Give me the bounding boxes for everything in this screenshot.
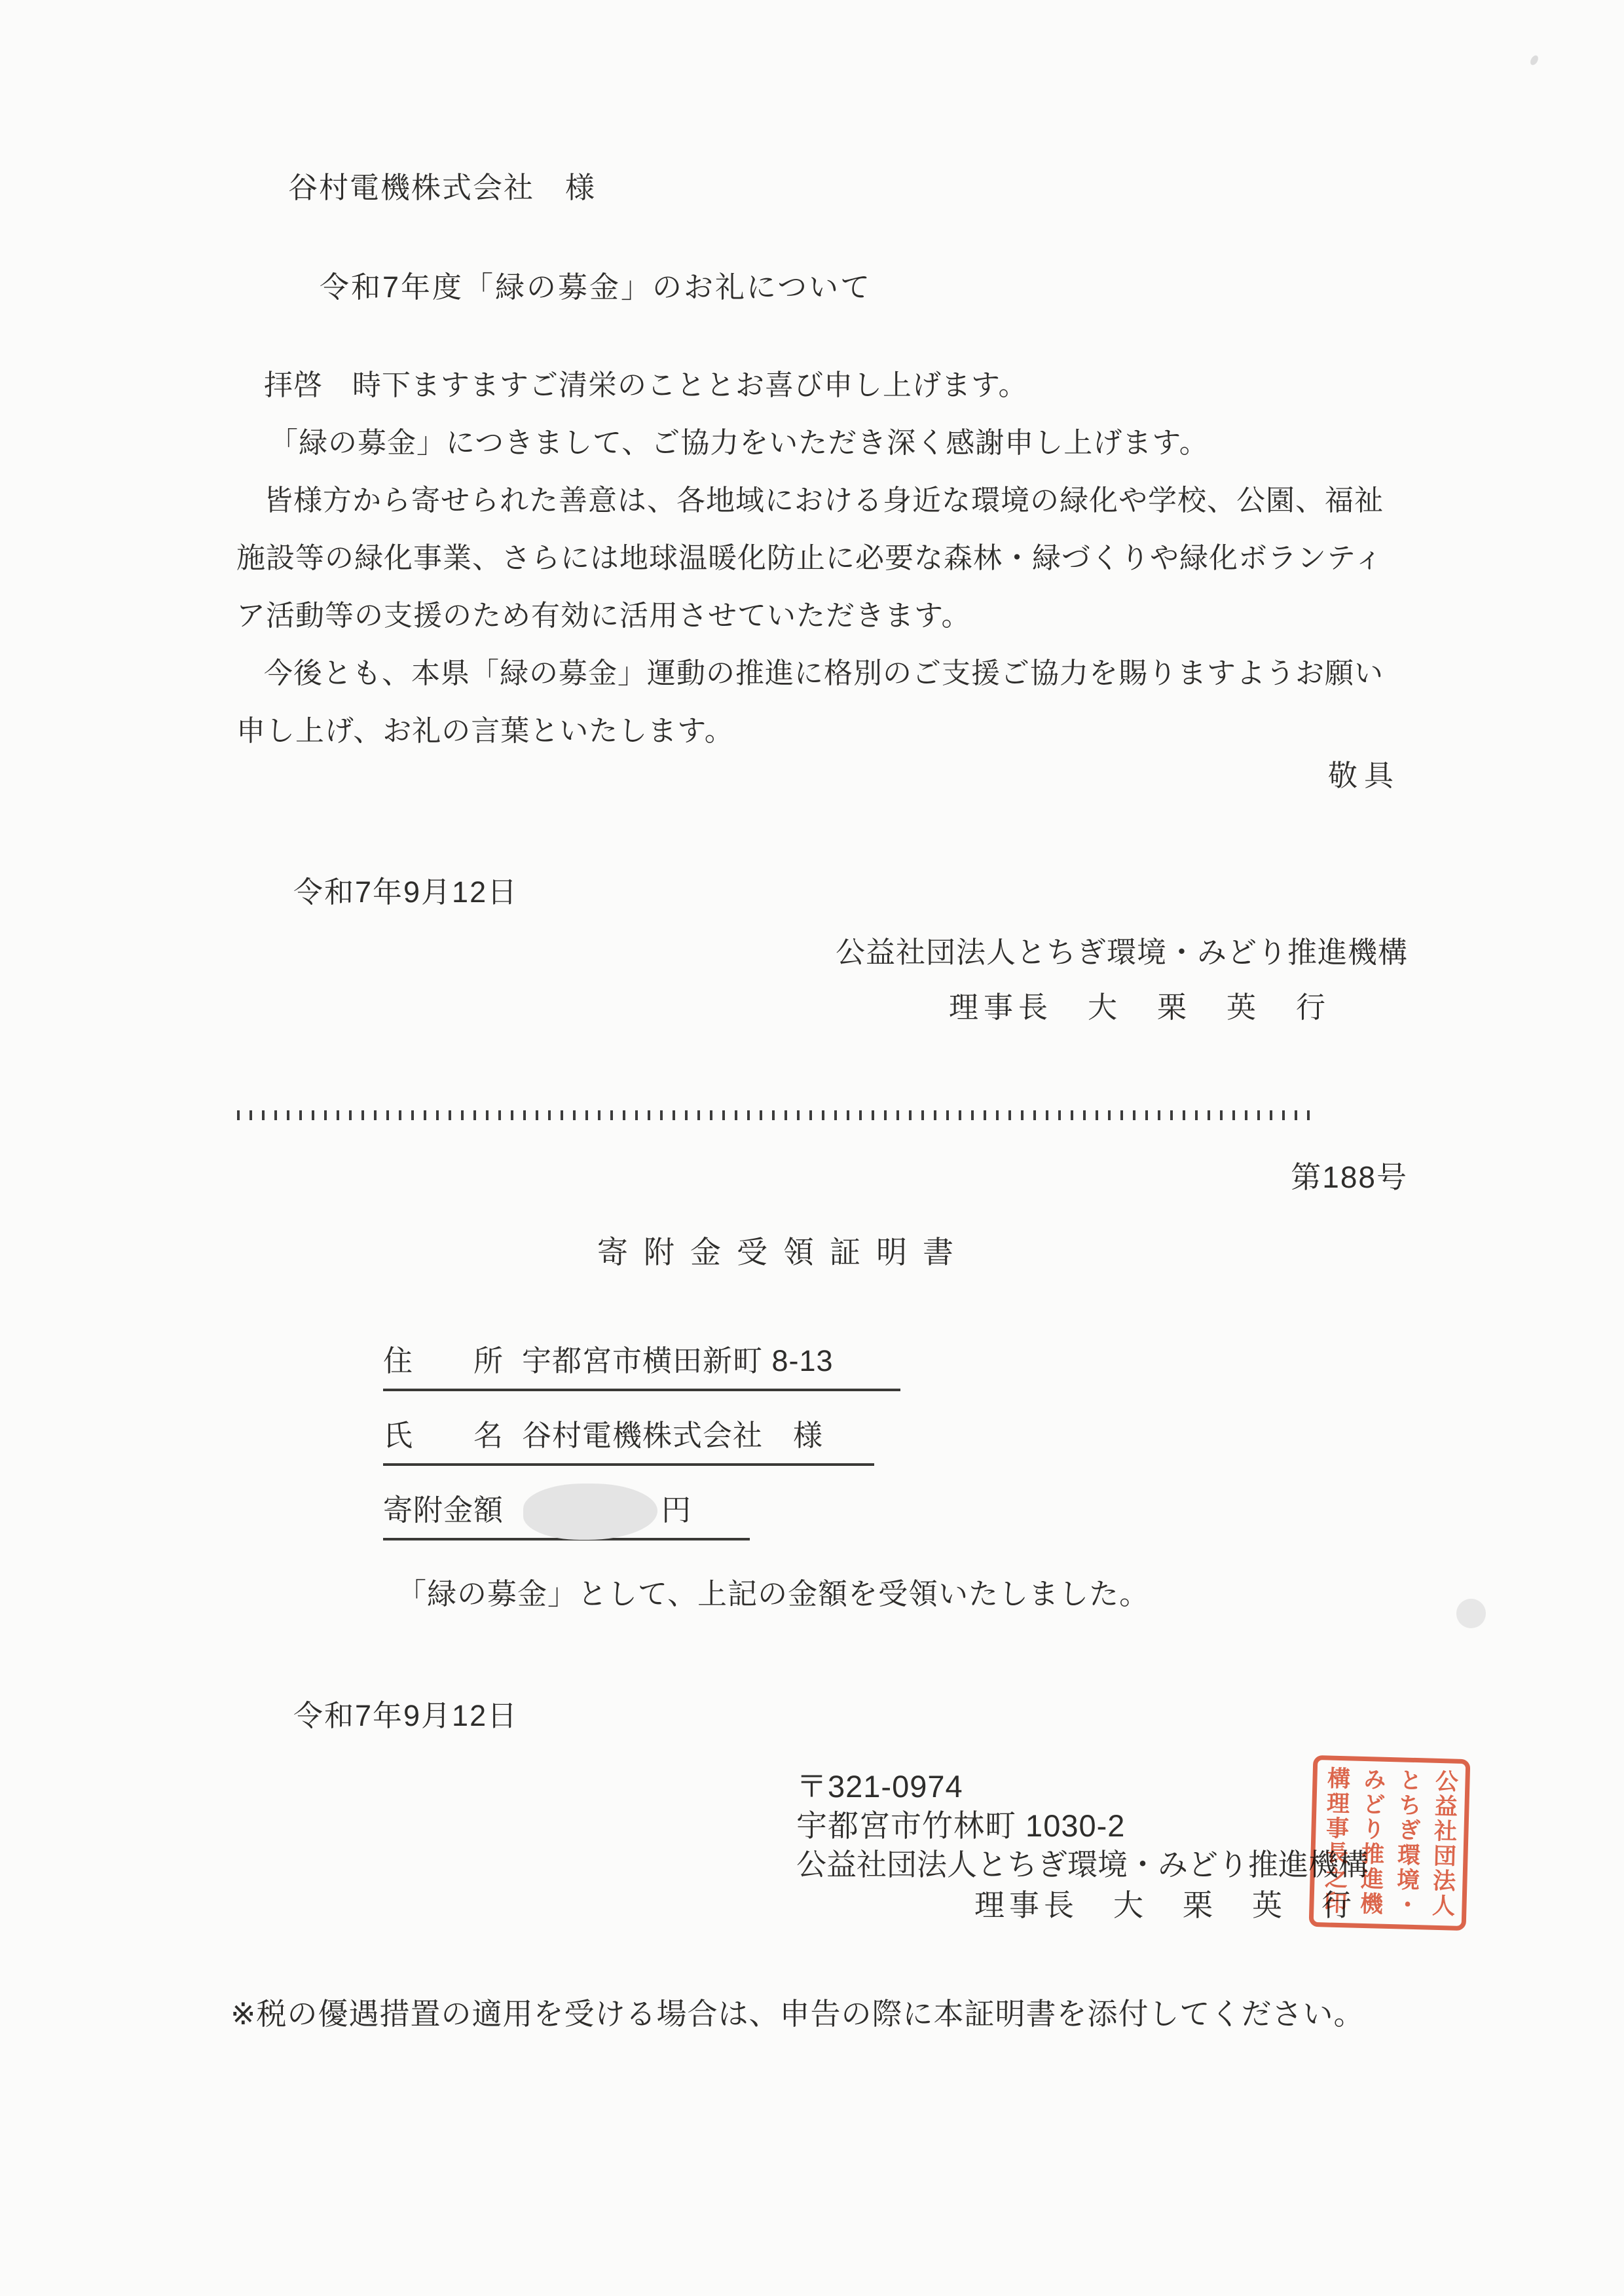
sender-representative: 理事長 大 栗 英 行 — [948, 991, 1331, 1024]
amount-unit: 円 — [661, 1493, 692, 1527]
letter-body — [236, 357, 1384, 760]
body-line: 皆様方から寄せられた善意は、各地域における身近な環境の緑化や学校、公園、福祉 — [264, 484, 1384, 517]
letter-date: 令和7年9月12日 — [293, 875, 519, 909]
official-seal — [1309, 1755, 1471, 1931]
scan-artifact-circle — [1456, 1599, 1486, 1628]
letter-closing: 敬具 — [1328, 759, 1401, 792]
receipt-statement: 「緑の募金」として、上記の金額を受領いたしました。 — [397, 1577, 1150, 1611]
certificate-date: 令和7年9月12日 — [293, 1699, 519, 1732]
body-line: ア活動等の支援のため有効に活用させていただきます。 — [236, 600, 971, 632]
name-field-value: 谷村電機株式会社 様 — [522, 1419, 824, 1452]
body-line: 今後とも、本県「緑の募金」運動の推進に格別のご支援ご協力を賜りますようお願い — [264, 657, 1384, 689]
tax-footnote: ※税の優遇措置の適用を受ける場合は、申告の際に本証明書を添付してください。 — [231, 1997, 1365, 2031]
dotted-separator — [237, 1110, 1314, 1120]
issuer-postal-code: 〒321-0974 — [796, 1769, 963, 1804]
address-field-value: 宇都宮市横田新町 8-13 — [522, 1344, 834, 1377]
body-line: 申し上げ、お礼の言葉といたします。 — [236, 715, 734, 747]
redacted-amount — [523, 1484, 657, 1540]
recipient-name: 谷村電機株式会社 様 — [288, 171, 597, 204]
official-seal-text: 公益社団法人とちぎ環境・みどり推進機構理事長之印 — [1321, 1766, 1458, 1919]
letter-subject: 令和7年度「緑の募金」のお礼について — [320, 270, 872, 304]
issuer-address: 宇都宮市竹林町 1030-2 — [796, 1808, 1126, 1843]
amount-field-label: 寄附金額 — [383, 1493, 504, 1527]
scan-artifact-speck — [1529, 54, 1540, 67]
address-field-label: 住 所 — [383, 1344, 504, 1377]
amount-field — [383, 1486, 750, 1540]
address-field — [383, 1337, 900, 1391]
certificate-title: 寄附金受領証明書 — [597, 1235, 969, 1269]
body-line: 「緑の募金」につきまして、ご協力をいただき深く感謝申し上げます。 — [269, 427, 1209, 459]
certificate-number: 第188号 — [1291, 1160, 1408, 1194]
issuer-organization: 公益社団法人とちぎ環境・みどり推進機構 — [796, 1848, 1369, 1882]
body-line: 拝啓 時下ますますご清栄のこととお喜び申し上げます。 — [264, 369, 1028, 401]
sender-organization: 公益社団法人とちぎ環境・みどり推進機構 — [835, 936, 1408, 969]
name-field-label: 氏 名 — [383, 1419, 504, 1452]
issuer-representative: 理事長 大 栗 英 行 — [974, 1888, 1356, 1922]
name-field — [383, 1412, 874, 1466]
body-line: 施設等の緑化事業、さらには地球温暖化防止に必要な森林・緑づくりや緑化ボランティ — [236, 542, 1384, 574]
